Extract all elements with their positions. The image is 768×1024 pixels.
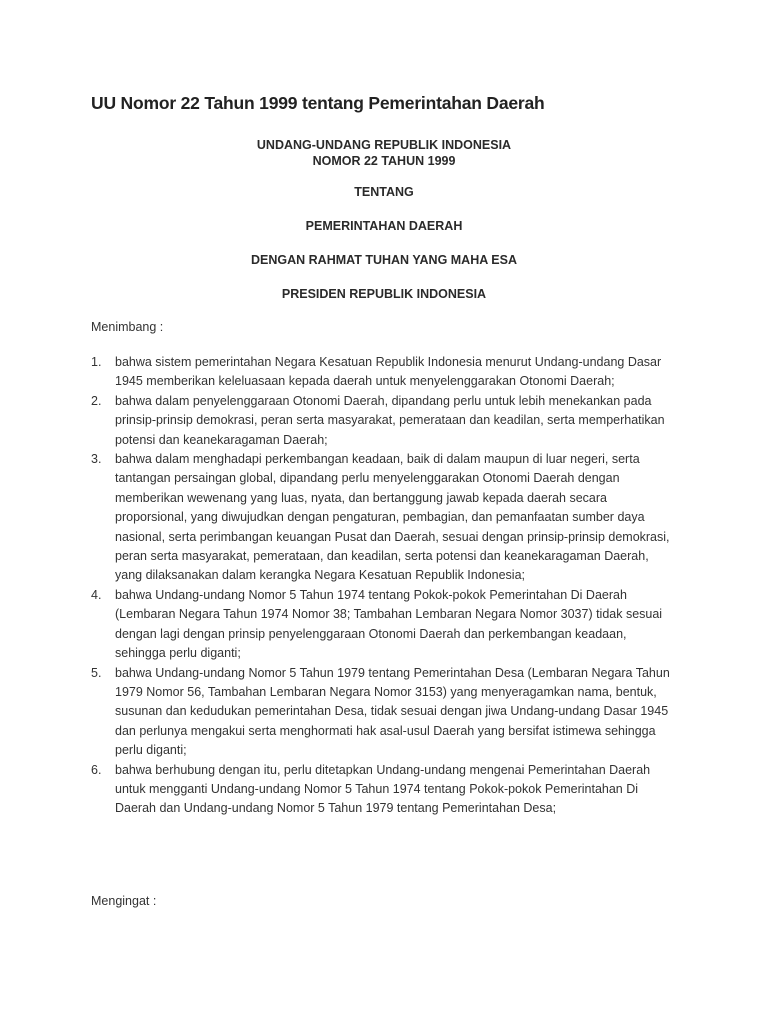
consideration-number: 4. (91, 587, 102, 602)
law-heading-line2: NOMOR 22 TAHUN 1999 (312, 154, 456, 168)
consideration-item (91, 586, 677, 664)
menimbang-label: Menimbang : (91, 320, 164, 334)
consideration-text: bahwa berhubung dengan itu, perlu ditetapkan Undang-undang mengenai Pemerintahan Daerah untuk mengganti Undang-undang Nomor 5 Tahun 1974 tentang Pokok-pokok Pemerintahan Di Daerah dan Undang-undang Nomor 5 Tahun 1979 tentang Pemerintahan Desa; (115, 762, 651, 816)
consideration-item (91, 392, 677, 450)
mengingat-label: Mengingat : (91, 894, 157, 908)
consideration-item (91, 353, 677, 392)
presiden-heading: PRESIDEN REPUBLIK INDONESIA (281, 287, 487, 301)
law-heading-line1: UNDANG-UNDANG REPUBLIK INDONESIA (256, 138, 512, 152)
law-heading (91, 137, 677, 169)
consideration-number: 6. (91, 762, 102, 777)
consideration-text: bahwa dalam menghadapi perkembangan keadaan, baik di dalam maupun di luar negeri, serta tantangan persaingan global, dipandang perlu menyelenggarakan Otonomi Daerah dengan memberikan wewenang yang luas, nyata, dan bertanggung jawab kepada daerah secara proporsional, yang diwujudkan dengan pengaturan, pembagian, dan pemanfaatan sumber daya nasional, serta perimbangan keuangan Pusat dan Daerah, sesuai dengan prinsip-prinsip demokrasi, peran serta masyarakat, pemerataan, dan keadilan, serta potensi dan keanekaragaman Daerah, yang dilaksanakan dalam kerangka Negara Kesatuan Republik Indonesia; (115, 452, 670, 583)
consideration-item (91, 664, 677, 761)
subject-heading: PEMERINTAHAN DAERAH (305, 219, 463, 233)
considerations-list (91, 353, 677, 819)
tentang-heading: TENTANG (354, 185, 414, 199)
consideration-item (91, 450, 677, 586)
consideration-number: 1. (91, 355, 102, 369)
consideration-text: bahwa Undang-undang Nomor 5 Tahun 1974 tentang Pokok-pokok Pemerintahan Di Daerah (Lembaran Negara Tahun 1974 Nomor 38; Tambahan Lembaran Negara Nomor 3037) tidak sesuai dengan lagi dengan prinsip penyelenggaraan Otonomi Daerah dan perkembangan keadaan, sehingga perlu diganti; (115, 587, 663, 661)
consideration-number: 5. (91, 665, 102, 680)
consideration-text: bahwa dalam penyelenggaraan Otonomi Daerah, dipandang perlu untuk lebih menekankan pada prinsip-prinsip demokrasi, peran serta masyarakat, pemerataan dan keadilan, serta memperhatikan potensi dan keanekaragaman Daerah; (115, 393, 665, 447)
consideration-item (91, 761, 677, 819)
consideration-text: bahwa sistem pemerintahan Negara Kesatuan Republik Indonesia menurut Undang-undang Dasar 1945 memberikan keleluasaan kepada daerah untuk menyelenggarakan Otonomi Daerah; (115, 355, 662, 389)
document-title: UU Nomor 22 Tahun 1999 tentang Pemerintahan Daerah (91, 93, 545, 113)
consideration-number: 2. (91, 393, 102, 408)
rahmat-heading: DENGAN RAHMAT TUHAN YANG MAHA ESA (251, 253, 517, 267)
consideration-number: 3. (91, 452, 102, 467)
consideration-text: bahwa Undang-undang Nomor 5 Tahun 1979 tentang Pemerintahan Desa (Lembaran Negara Tahun 1979 Nomor 56, Tambahan Lembaran Negara Nomor 3153) yang menyeragamkan nama, bentuk, susunan dan kedudukan pemerintahan Desa, tidak sesuai dengan jiwa Undang-undang Dasar 1945 dan perlunya mengakui serta menghormati hak asal-usul Daerah yang bersifat istimewa sehingga perlu diganti; (115, 665, 670, 758)
